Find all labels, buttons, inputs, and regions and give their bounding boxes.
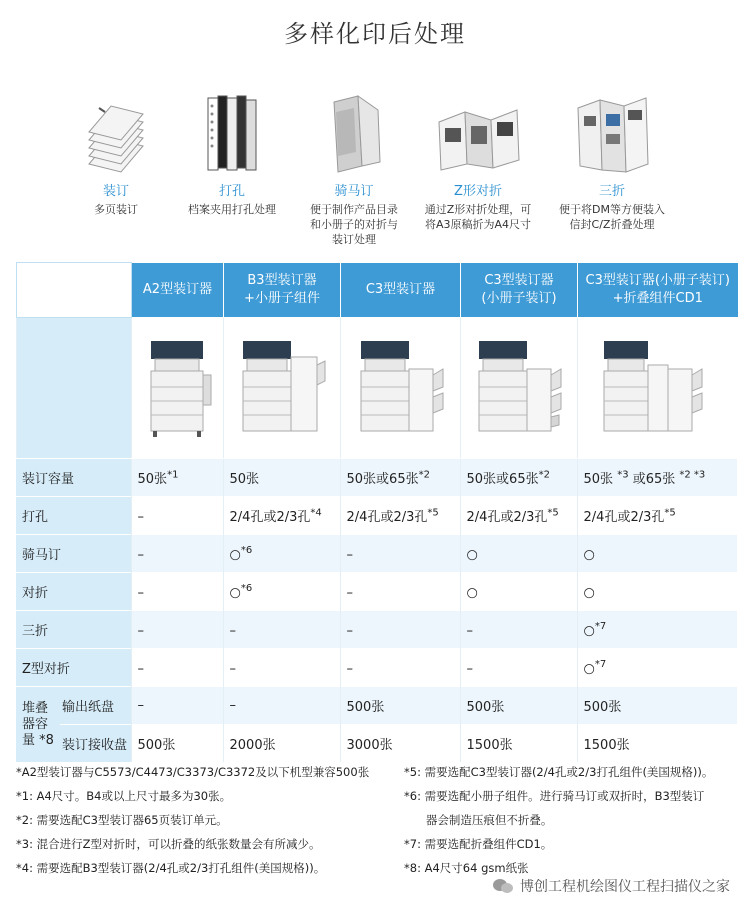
- z-fold-paper-icon: [414, 88, 542, 174]
- feature-name: 打孔: [218, 184, 245, 199]
- footnote: *6: 需要选配小册子组件。进行骑马订或双折时，B3型装订: [404, 789, 705, 803]
- cell-value: 50张: [137, 472, 168, 487]
- table-cell: [223, 649, 340, 687]
- table-cell: [340, 573, 460, 611]
- cell-footnote-ref: *4: [310, 507, 322, 519]
- feature-desc: 和小册子的对折与: [310, 218, 398, 231]
- feature-binding: [52, 88, 180, 217]
- printer-icon: [473, 335, 565, 441]
- table-cell: [340, 611, 460, 649]
- cell-value: –: [346, 661, 354, 677]
- feature-punching: [168, 88, 296, 217]
- table-cell: [577, 649, 737, 687]
- table-row: [16, 535, 737, 573]
- table-cell: [460, 573, 577, 611]
- cell-value: –: [229, 661, 237, 677]
- feature-name: 装订: [102, 184, 129, 199]
- column-header: B3型装订器 +小册子组件: [224, 263, 341, 318]
- cell-footnote-ref: *5: [664, 507, 676, 519]
- table-cell: –: [131, 687, 223, 725]
- table-row: [16, 687, 737, 725]
- footnote: *4: 需要选配B3型装订器(2/4孔或2/3打孔组件(美国规格))。: [16, 861, 326, 875]
- feature-tri-fold: [548, 88, 676, 232]
- cell-value: –: [137, 547, 145, 563]
- table-corner: [17, 263, 132, 318]
- page-title: 多样化印后处理: [284, 20, 466, 48]
- wechat-icon: [492, 877, 514, 895]
- column-header: A2型装订器: [132, 263, 224, 318]
- table-cell: [131, 459, 223, 497]
- table-cell: [223, 535, 340, 573]
- cell-footnote-ref: *3: [617, 469, 629, 481]
- table-cell: 500张: [460, 687, 577, 725]
- table-cell: 500张: [340, 687, 460, 725]
- feature-desc: 多页装订: [94, 203, 138, 216]
- feature-saddle-stitch: [290, 88, 418, 247]
- table-cell: –: [223, 687, 340, 725]
- table-row-label: 对折: [16, 573, 131, 611]
- feature-desc: 便于制作产品目录: [310, 203, 398, 216]
- column-header: C3型装订器 (小册子装订): [461, 263, 578, 318]
- table-cell: [131, 649, 223, 687]
- tri-fold-brochure-icon: [548, 88, 676, 174]
- cell-footnote-ref: *5: [547, 507, 559, 519]
- table-cell: [223, 497, 340, 535]
- footnote: *A2型装订器与C5573/C4473/C3373/C3372及以下机型兼容500张: [16, 765, 370, 779]
- table-row: [16, 611, 737, 649]
- table-cell: [340, 459, 460, 497]
- cell-footnote-ref: *5: [427, 507, 439, 519]
- table-cell: [340, 497, 460, 535]
- table-row: [16, 725, 737, 763]
- printer-icon: [143, 335, 213, 441]
- cell-value: 2/4孔或2/3孔: [346, 510, 428, 525]
- feature-name: 骑马订: [334, 184, 374, 199]
- table-cell: [131, 611, 223, 649]
- table-cell: 2000张: [223, 725, 340, 763]
- footnote: 器会制造压痕但不折叠。: [404, 813, 553, 827]
- cell-value: 50张: [229, 472, 260, 487]
- stack-label-line: 堆叠: [22, 700, 49, 716]
- machine-image-c3: [341, 318, 461, 459]
- table-cell: [460, 649, 577, 687]
- table-cell: [460, 535, 577, 573]
- cell-value: 2/4孔或2/3孔: [466, 510, 548, 525]
- cell-footnote-ref: *7: [594, 620, 607, 632]
- table-cell: [131, 573, 223, 611]
- cell-value: –: [137, 623, 145, 639]
- footnote: *2: 需要选配C3型装订器65页装订单元。: [16, 813, 228, 827]
- cell-value: 50张或65张: [346, 472, 419, 487]
- feature-desc: 信封C/Z折叠处理: [569, 218, 655, 231]
- cell-value: ○: [583, 585, 595, 601]
- printer-icon: [237, 335, 327, 441]
- feature-desc: 便于将DM等方便装入: [559, 203, 665, 216]
- cell-footnote-ref: *2: [538, 469, 550, 481]
- footnote: *3: 混合进行Z型对折时，可以折叠的纸张数量会有所减少。: [16, 837, 321, 851]
- table-cell: 1500张: [577, 725, 737, 763]
- table-cell: [223, 459, 340, 497]
- table-cell: [460, 459, 577, 497]
- feature-desc: 装订处理: [332, 233, 376, 246]
- footnote: *8: A4尺寸64 gsm纸张: [404, 861, 529, 875]
- footnote: *1: A4尺寸。B4或以上尺寸最多为30张。: [16, 789, 232, 803]
- machine-image-a2: [132, 318, 224, 459]
- cell-footnote-ref: *6: [240, 582, 253, 594]
- feature-z-fold: [414, 88, 542, 232]
- finisher-comparison-table: [16, 262, 737, 762]
- cell-value: ○: [583, 661, 595, 677]
- cell-footnote-ref: *1: [167, 469, 179, 481]
- cell-value: –: [346, 585, 354, 601]
- table-row: [16, 573, 737, 611]
- cell-footnote-ref: *2: [418, 469, 430, 481]
- table-row: [16, 459, 737, 497]
- table-cell: [340, 535, 460, 573]
- folded-booklet-icon: [290, 88, 418, 174]
- cell-value: ○: [466, 547, 478, 563]
- cell-value: –: [466, 661, 474, 677]
- feature-desc: 通过Z形对折处理，可: [424, 203, 532, 216]
- table-cell: [577, 497, 737, 535]
- cell-value: –: [229, 623, 237, 639]
- table-row-label: 打孔: [16, 497, 131, 535]
- table-row: [16, 649, 737, 687]
- feature-name: Z形对折: [454, 184, 502, 199]
- cell-value: ○: [229, 547, 241, 563]
- cell-footnote-ref: *2 *3: [679, 469, 706, 481]
- cell-value: 50张或65张: [466, 472, 539, 487]
- table-cell: [340, 649, 460, 687]
- table-cell: [131, 535, 223, 573]
- printer-icon: [598, 335, 718, 441]
- stack-capacity-label: [16, 687, 60, 763]
- table-cell: 3000张: [340, 725, 460, 763]
- feature-desc: 档案夹用打孔处理: [188, 203, 276, 216]
- table-row-label: Z型对折: [16, 649, 131, 687]
- footnotes-left: [16, 760, 369, 880]
- cell-value: ○: [229, 585, 241, 601]
- cell-value: ○: [583, 623, 595, 639]
- table-cell: [223, 573, 340, 611]
- table-cell: 500张: [577, 687, 737, 725]
- cell-value: –: [466, 623, 474, 639]
- table-row-label: 装订容量: [16, 459, 131, 497]
- footnotes-right: [404, 760, 713, 880]
- table-cell: [577, 459, 737, 497]
- table-cell: [577, 535, 737, 573]
- cell-value: 2/4孔或2/3孔: [583, 510, 665, 525]
- cell-value: ○: [583, 547, 595, 563]
- printer-icon: [355, 335, 447, 441]
- machine-image-c3-fold: [578, 318, 738, 459]
- cell-value: –: [346, 547, 354, 563]
- column-header: C3型装订器(小册子装订) +折叠组件CD1: [578, 263, 738, 318]
- cell-footnote-ref: *6: [240, 544, 253, 556]
- cell-value: –: [137, 509, 145, 525]
- stack-label-line: 器容: [22, 716, 49, 732]
- footnote: *5: 需要选配C3型装订器(2/4孔或2/3打孔组件(美国规格))。: [404, 765, 714, 779]
- table-cell: [223, 611, 340, 649]
- table-row: [16, 497, 737, 535]
- punched-pages-icon: [168, 88, 296, 174]
- watermark: [492, 876, 730, 896]
- table-cell: [577, 573, 737, 611]
- footnote: *7: 需要选配折叠组件CD1。: [404, 837, 553, 851]
- machine-image-b3: [224, 318, 341, 459]
- feature-desc: 将A3原稿折为A4尺寸: [424, 218, 532, 231]
- stack-label-line: 量 *8: [22, 732, 54, 748]
- table-row-label: 装订接收盘: [60, 725, 131, 763]
- cell-value: –: [137, 585, 145, 601]
- column-header: C3型装订器: [341, 263, 461, 318]
- table-row-label: [17, 318, 132, 459]
- table-cell: [460, 611, 577, 649]
- table-cell: [577, 611, 737, 649]
- machine-image-c3-booklet: [461, 318, 578, 459]
- table-row-label: 骑马订: [16, 535, 131, 573]
- table-cell: 1500张: [460, 725, 577, 763]
- table-row-label: 输出纸盘: [60, 687, 131, 725]
- cell-value: 2/4孔或2/3孔: [229, 510, 311, 525]
- table-cell: [460, 497, 577, 535]
- cell-value: –: [137, 661, 145, 677]
- cell-value: ○: [466, 585, 478, 601]
- cell-value: 或65张: [628, 472, 680, 487]
- watermark-text: 博创工程机绘图仪工程扫描仪之家: [520, 879, 730, 895]
- table-cell: 500张: [131, 725, 223, 763]
- table-cell: [131, 497, 223, 535]
- feature-name: 三折: [598, 184, 625, 199]
- stapled-stack-icon: [52, 88, 180, 174]
- cell-value: –: [346, 623, 354, 639]
- cell-value: 50张: [583, 472, 618, 487]
- cell-footnote-ref: *7: [594, 658, 607, 670]
- table-row-label: 三折: [16, 611, 131, 649]
